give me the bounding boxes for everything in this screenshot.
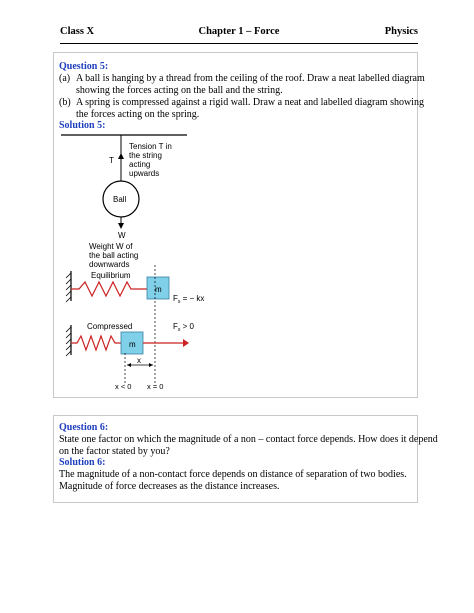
equilibrium-label: Equilibrium (91, 271, 131, 280)
tension-arrowhead (118, 153, 124, 159)
x-zero-label: x = 0 (147, 382, 164, 391)
fs-top-label: $F_s$ = − kx (173, 294, 205, 305)
force-arrowhead (183, 339, 189, 347)
question-5-part-a (59, 73, 425, 97)
wall-top-hatch (66, 273, 71, 302)
header-class: Class X (60, 26, 95, 37)
header-rule (60, 43, 418, 44)
mass-label-top: m (155, 285, 162, 294)
weight-label-3: downwards (89, 260, 130, 269)
question-6-title: Question 6: (59, 422, 109, 433)
x-less-label: x < 0 (115, 382, 132, 391)
solution-6-title: Solution 6: (59, 457, 106, 468)
tension-symbol: T (109, 156, 114, 165)
part-b-mark: (b) (59, 97, 71, 108)
part-a-line-2: showing the forces acting on the ball and the string. (76, 85, 283, 96)
weight-label-2: the ball acting (89, 251, 139, 260)
tension-label-2: the string (129, 151, 162, 160)
wall-bottom-hatch (66, 327, 71, 356)
solution-6-line-1: The magnitude of a non-contact force depends on distance of separation of two bodies. (59, 469, 407, 480)
spring-equilibrium (71, 282, 147, 296)
spring-compressed (71, 336, 121, 350)
x-arrow-left (127, 363, 131, 367)
spring-diagram (59, 265, 259, 395)
weight-arrowhead (118, 223, 124, 229)
question-5-title: Question 5: (59, 61, 109, 72)
x-arrow-right (149, 363, 153, 367)
part-a-line-1: A ball is hanging by a thread from the ceiling of the roof. Draw a neat labelled diagram (76, 73, 425, 84)
header-chapter: Chapter 1 – Force (198, 26, 280, 37)
question-5-box (53, 52, 425, 398)
hanging-ball-diagram (59, 131, 219, 271)
weight-label-1: Weight W of (89, 242, 133, 251)
tension-label-3: acting (129, 160, 151, 169)
part-a-mark: (a) (59, 73, 71, 84)
compressed-label: Compressed (87, 322, 133, 331)
part-b-line-2: the forces acting on the spring. (76, 109, 200, 120)
question-6-line-2: on the factor stated by you? (59, 446, 170, 457)
fs-bottom-label: $F_s > 0$ (173, 322, 194, 333)
mass-label-bottom: m (129, 340, 136, 349)
solution-6-line-2: Magnitude of force decreases as the distance increases. (59, 481, 280, 492)
x-label: x (137, 356, 141, 365)
solution-5-title: Solution 5: (59, 120, 106, 131)
question-6-box (53, 415, 438, 503)
tension-label-4: upwards (129, 169, 160, 178)
ball-label: Ball (113, 195, 127, 204)
header-subject: Physics (384, 26, 418, 37)
weight-symbol: W (118, 231, 126, 240)
question-6-line-1: State one factor on which the magnitude of a non – contact force depends. How does it depend (59, 434, 438, 445)
part-b-line-1: A spring is compressed against a rigid wall. Draw a neat and labelled diagram showing (76, 97, 424, 108)
question-5-part-b (59, 97, 424, 121)
tension-label-1: Tension T in (129, 142, 172, 151)
page-header (60, 26, 418, 42)
